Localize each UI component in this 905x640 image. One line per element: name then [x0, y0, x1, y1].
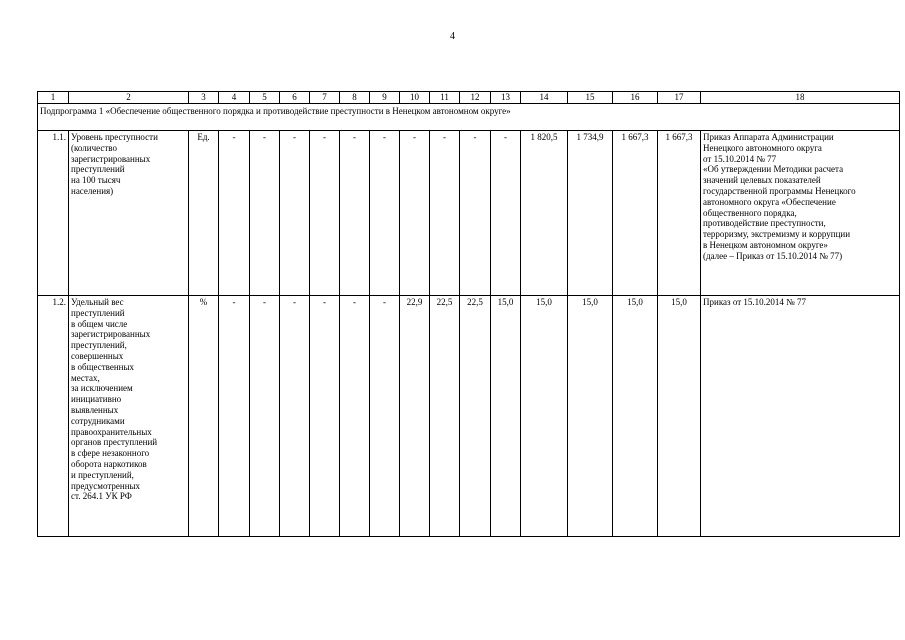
indicator-name: Удельный вес преступлений в общем числе зарегистрированных преступлений, совершенных в общественных местах, за исключением инициативно выявленных сотрудниками правоохранительных органов преступлений в сфере незаконного оборота наркотиков и преступлений, предусмотренных ст. 264.1 УК РФ — [69, 296, 189, 537]
col-header-13: 13 — [491, 92, 521, 104]
value-cell: 1 734,9 — [568, 131, 613, 296]
value-cell: - — [280, 296, 310, 537]
table-row — [38, 131, 900, 296]
value-cell: 1 667,3 — [613, 131, 658, 296]
col-header-5: 5 — [250, 92, 280, 104]
col-header-15: 15 — [568, 92, 613, 104]
col-header-10: 10 — [400, 92, 430, 104]
row-number: 1.2. — [38, 296, 69, 537]
col-header-12: 12 — [460, 92, 491, 104]
indicator-name: Уровень преступности (количество зарегистрированных преступлений на 100 тысяч населения) — [69, 131, 189, 296]
value-cell: - — [370, 296, 400, 537]
value-cell: - — [219, 131, 250, 296]
value-cell: 22,9 — [400, 296, 430, 537]
value-cell: 15,0 — [613, 296, 658, 537]
value-cell: 15,0 — [568, 296, 613, 537]
value-cell: 22,5 — [430, 296, 460, 537]
source-document: Приказ от 15.10.2014 № 77 — [701, 296, 900, 537]
value-cell: - — [370, 131, 400, 296]
value-cell: - — [219, 296, 250, 537]
value-cell: 22,5 — [460, 296, 491, 537]
subprogram-row — [38, 104, 900, 131]
col-header-11: 11 — [430, 92, 460, 104]
col-header-14: 14 — [521, 92, 568, 104]
value-cell: - — [340, 131, 370, 296]
row-number: 1.1. — [38, 131, 69, 296]
column-number-row — [38, 92, 900, 104]
value-cell: - — [340, 296, 370, 537]
unit-cell: % — [189, 296, 219, 537]
col-header-7: 7 — [310, 92, 340, 104]
value-cell: 1 667,3 — [658, 131, 701, 296]
value-cell: - — [430, 131, 460, 296]
col-header-18: 18 — [701, 92, 900, 104]
value-cell: - — [491, 131, 521, 296]
unit-cell: Ед. — [189, 131, 219, 296]
subprogram-title: Подпрограмма 1 «Обеспечение общественного порядка и противодействие преступности в Ненецком автономном округе» — [38, 104, 900, 131]
col-header-2: 2 — [69, 92, 189, 104]
page-number: 4 — [450, 31, 455, 42]
value-cell: - — [460, 131, 491, 296]
value-cell: - — [280, 131, 310, 296]
table-row — [38, 296, 900, 537]
value-cell: 15,0 — [491, 296, 521, 537]
value-cell: - — [250, 296, 280, 537]
value-cell: - — [250, 131, 280, 296]
col-header-8: 8 — [340, 92, 370, 104]
col-header-17: 17 — [658, 92, 701, 104]
col-header-9: 9 — [370, 92, 400, 104]
source-document: Приказ Аппарата Администрации Ненецкого автономного округа от 15.10.2014 № 77 «Об утверждении Методики расчета значений целевых показателей государственной программы Ненецкого автономного округа «Обеспечение общественного порядка, противодействие преступности, терроризму, экстремизму и коррупции в Ненецком автономном округе» (далее – Приказ от 15.10.2014 № 77) — [701, 131, 900, 296]
col-header-4: 4 — [219, 92, 250, 104]
col-header-6: 6 — [280, 92, 310, 104]
value-cell: 1 820,5 — [521, 131, 568, 296]
indicators-table — [37, 91, 900, 537]
col-header-3: 3 — [189, 92, 219, 104]
value-cell: - — [310, 131, 340, 296]
col-header-16: 16 — [613, 92, 658, 104]
col-header-1: 1 — [38, 92, 69, 104]
value-cell: - — [310, 296, 340, 537]
value-cell: 15,0 — [521, 296, 568, 537]
value-cell: - — [400, 131, 430, 296]
value-cell: 15,0 — [658, 296, 701, 537]
